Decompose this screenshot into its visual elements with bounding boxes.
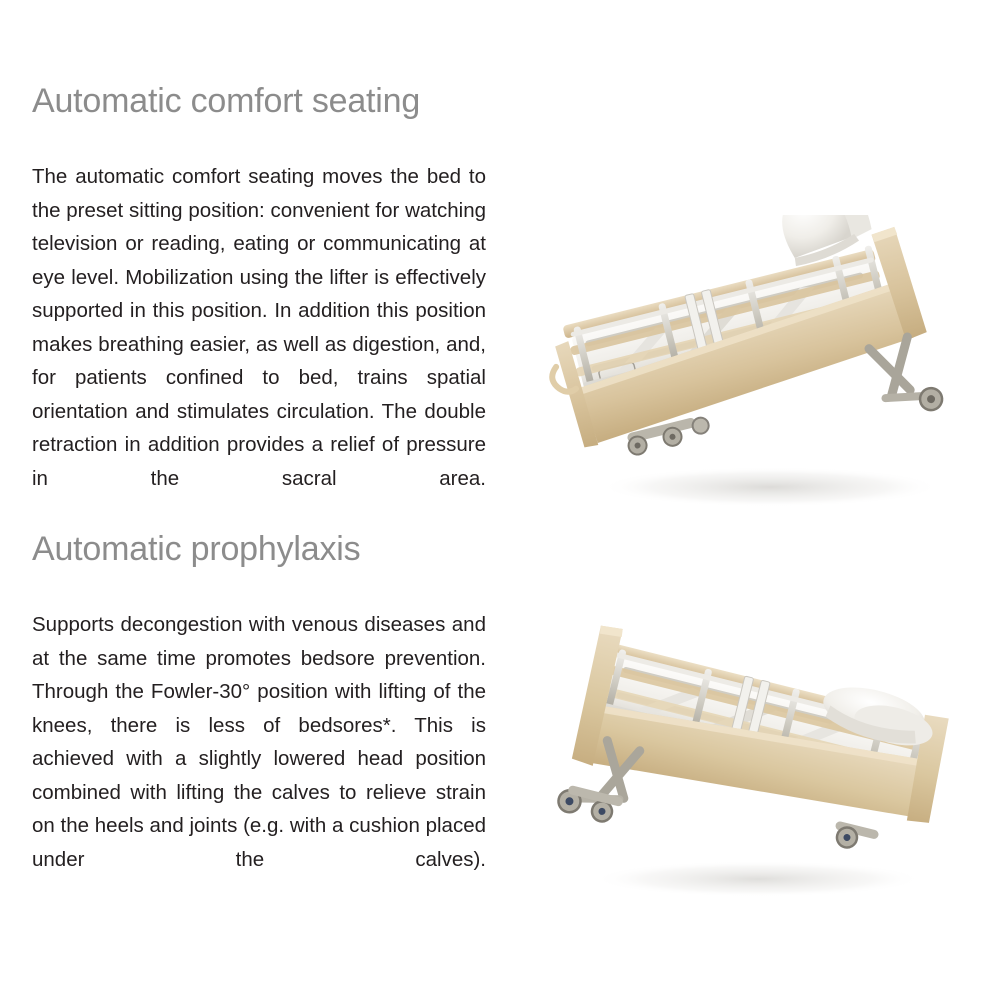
bed-ground-shadow <box>600 467 940 507</box>
section-body-comfort-seating: The automatic comfort seating moves the bed to the preset sitting position: convenient for watching television or reading, eating or communicating at eye level. Mobilization using the lifter is effectively supported in this position. In addition this position makes breathing easier, as well as digestion, and, for patients confined to bed, trains spatial orientation and stimulates circulation. The double retraction in addition provides a relief of pressure in the sacral area. <box>32 165 486 490</box>
section-body-prophylaxis: Supports decongestion with venous diseases and at the same time promotes bedsore prevention. Through the Fowler-30° position with lifting of the knees, there is less of bedsores*. This is achieved with a slightly lowered head position combined with lifting the calves to relieve strain on the heels and joints (e.g. with a cushion placed under the calves). <box>32 613 486 871</box>
care-bed-sitting-position-photo <box>520 215 990 515</box>
care-bed-fowler-30-position-photo <box>528 625 998 905</box>
castor-group-left <box>556 783 624 825</box>
section-heading-prophylaxis: Automatic prophylaxis <box>32 530 361 568</box>
castor-group-right <box>831 820 879 854</box>
section-heading-comfort-seating: Automatic comfort seating <box>32 82 421 120</box>
bed-ground-shadow <box>593 861 923 897</box>
